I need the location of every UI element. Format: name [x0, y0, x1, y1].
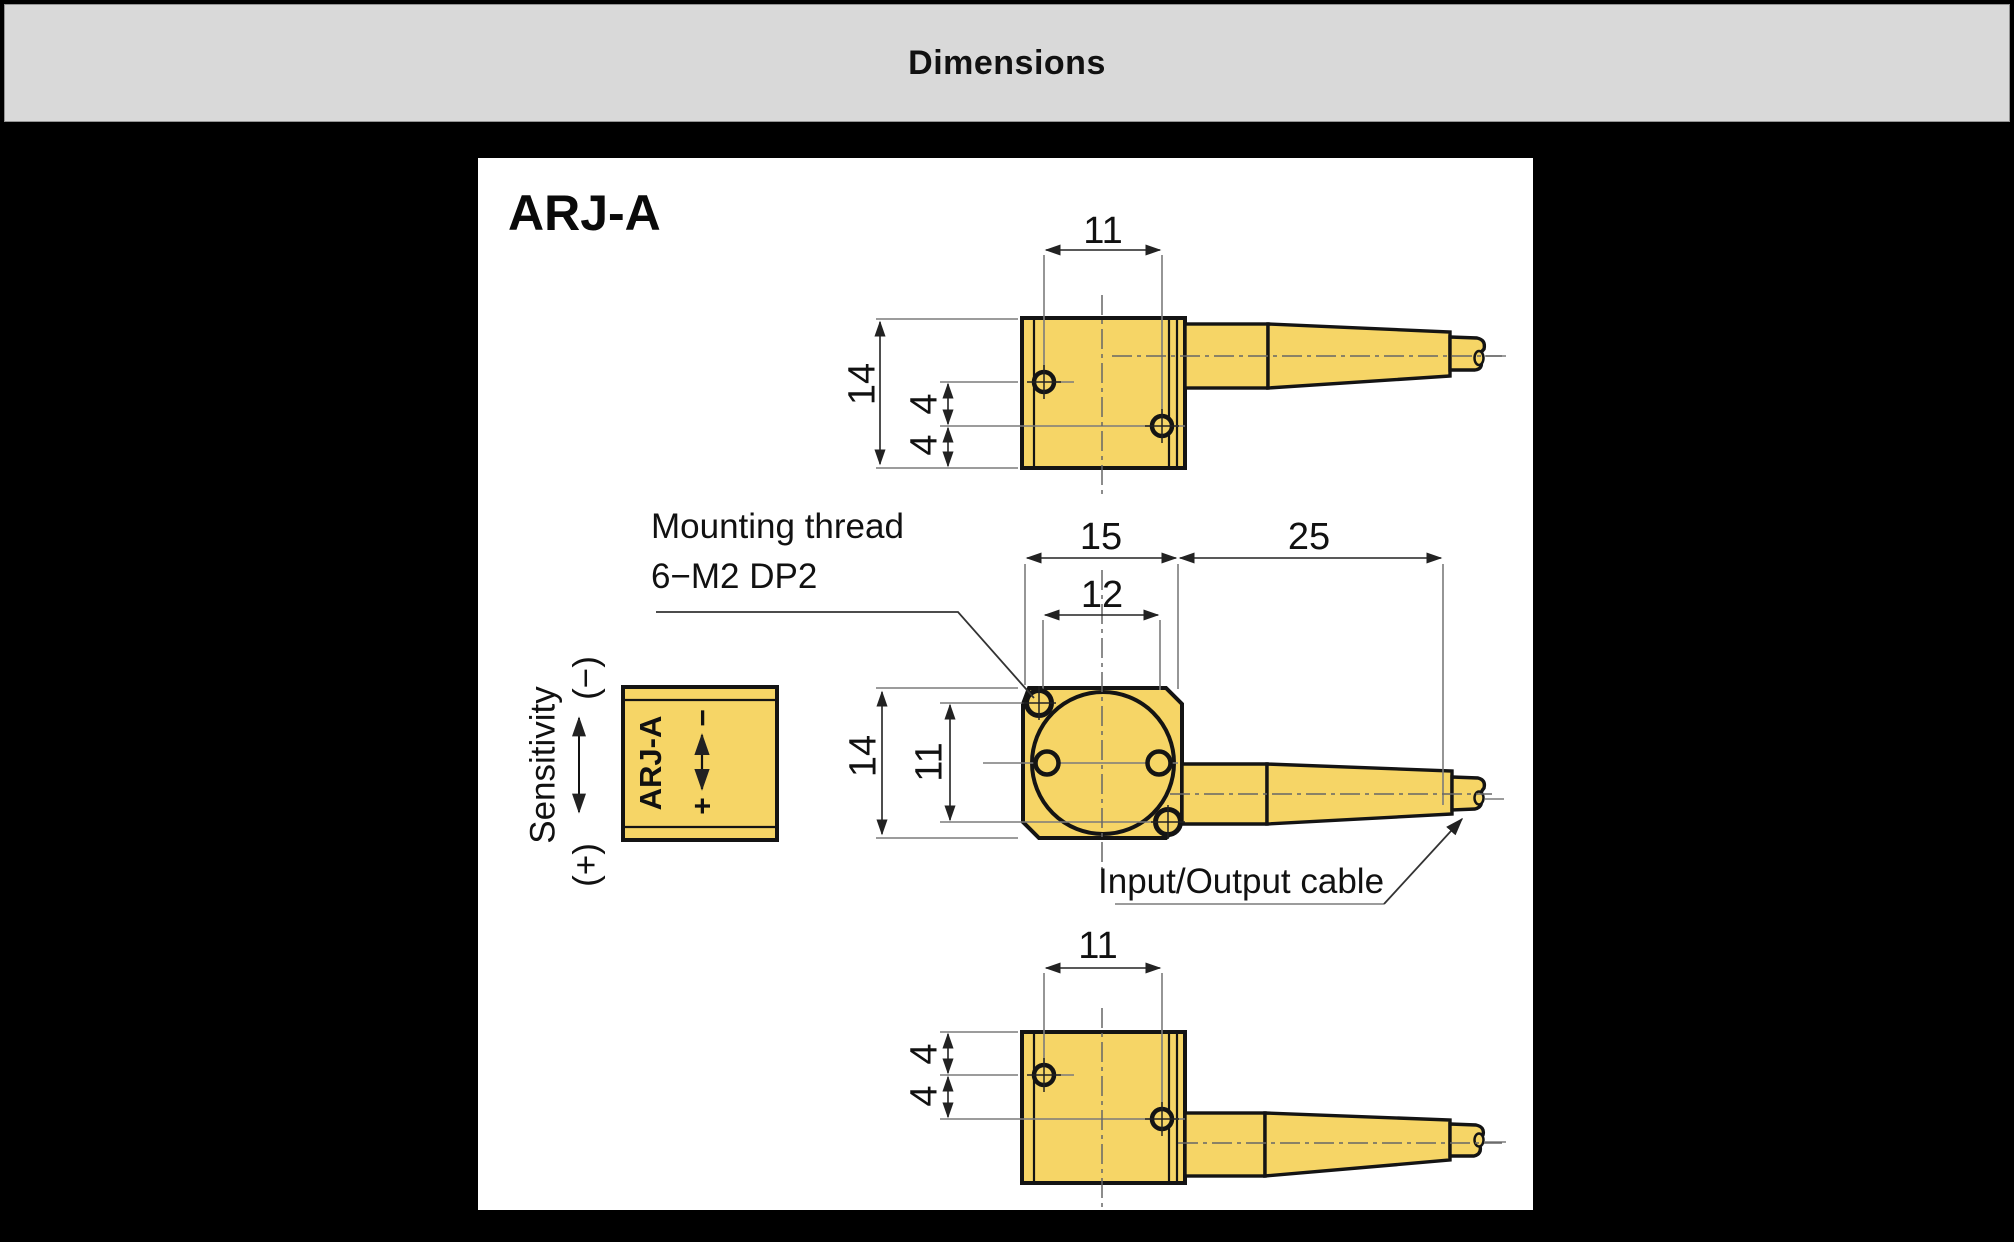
dim-front-cable: 25: [1287, 516, 1331, 558]
body-plus-mark: +: [686, 797, 720, 815]
drawing-panel: [478, 158, 1533, 1210]
body-minus-mark: −: [686, 709, 720, 727]
dim-top-height: 14: [841, 362, 884, 406]
bottom-view: [903, 925, 1506, 1207]
bottom-view-cable-taper: [1265, 1113, 1450, 1176]
dim-bottom-offset2: 4: [903, 1085, 946, 1107]
dim-top-offset1: 4: [903, 393, 946, 415]
dim-top-holespan: 11: [1083, 210, 1123, 252]
dim-front-face: 12: [1080, 574, 1124, 616]
bottom-view-cable-base: [1185, 1113, 1265, 1176]
io-cable-leader: [1384, 819, 1462, 904]
dim-front-height: 14: [842, 734, 885, 778]
sensitivity-minus-label: (−): [566, 656, 606, 700]
mounting-thread-label-line2: 6−M2 DP2: [651, 557, 818, 596]
model-title: ARJ-A: [508, 185, 661, 241]
dim-top-offset2: 4: [903, 434, 946, 456]
dim-front-holespan: 11: [908, 742, 951, 782]
side-hole: [1036, 752, 1059, 775]
sensitivity-label: Sensitivity: [523, 686, 563, 844]
side-hole: [1148, 752, 1171, 775]
dim-front-width: 15: [1079, 516, 1123, 558]
section-header: [4, 4, 2010, 122]
io-cable-label: Input/Output cable: [1098, 862, 1385, 901]
top-view-cable-end: [1475, 351, 1484, 365]
dim-bottom-holespan: 11: [1078, 925, 1118, 967]
mounting-thread-label-line1: Mounting thread: [651, 507, 904, 546]
side-view: [523, 656, 777, 887]
bottom-view-cable-end: [1475, 1134, 1484, 1147]
section-title: Dimensions: [908, 43, 1106, 82]
sensitivity-plus-label: (+): [566, 843, 606, 887]
dimension-drawing: [478, 158, 1533, 1210]
body-model-label: ARJ-A: [632, 715, 668, 811]
dim-bottom-offset1: 4: [903, 1043, 946, 1065]
top-view: [841, 210, 1506, 496]
